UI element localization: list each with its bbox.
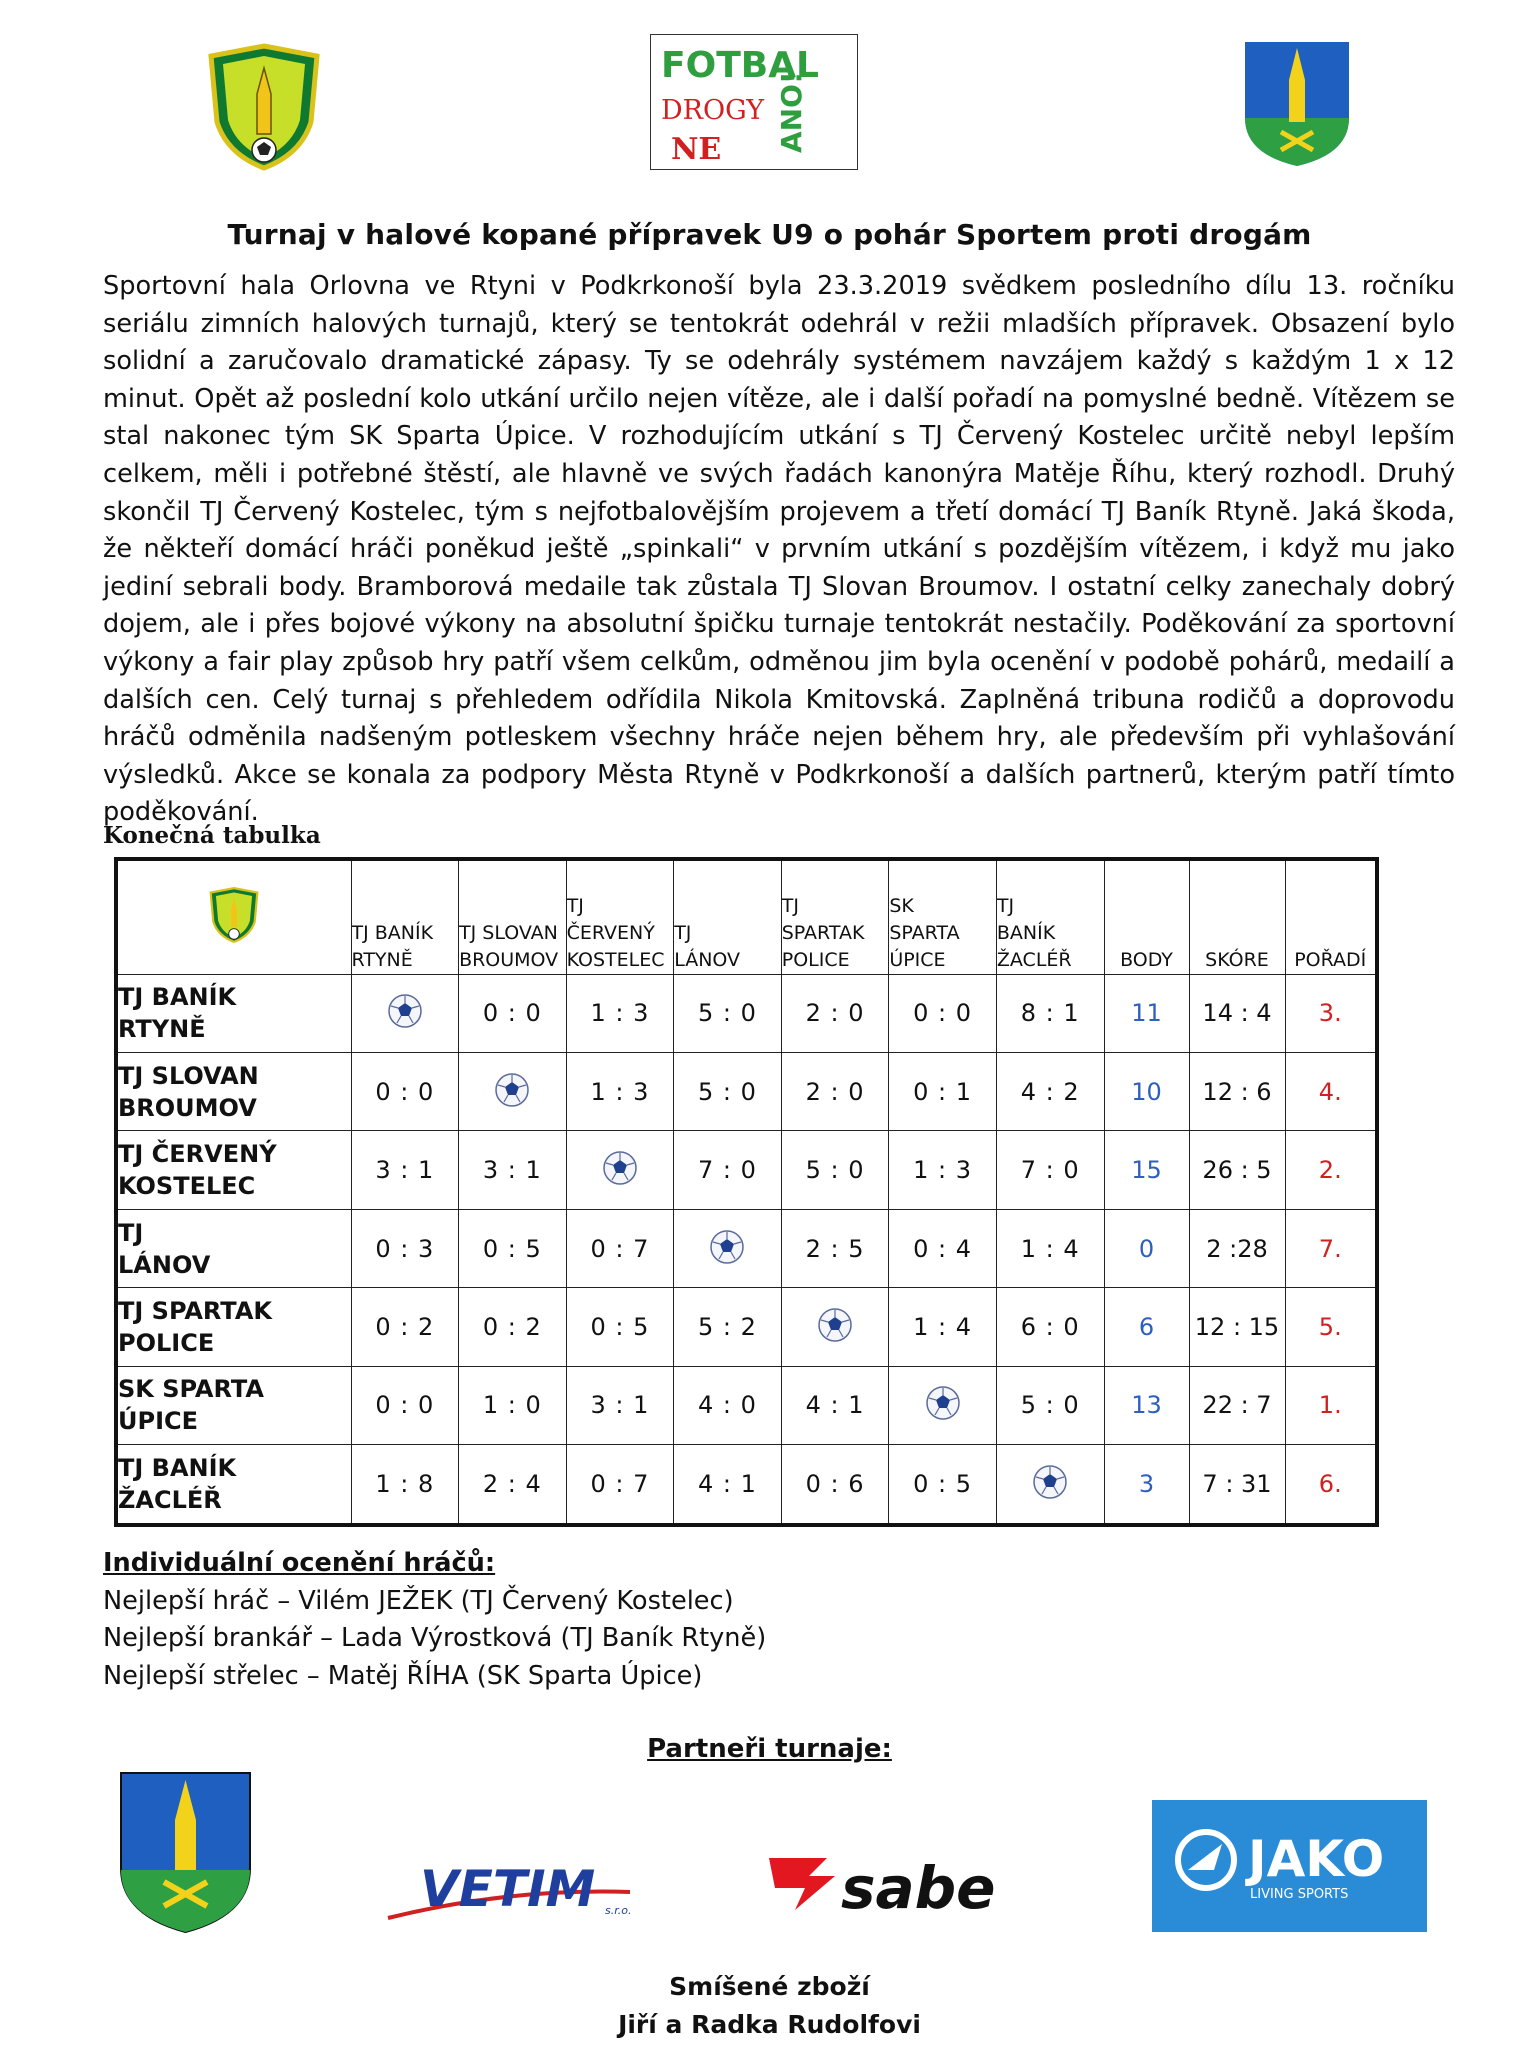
diagonal-ball-cell	[351, 974, 459, 1052]
match-result-cell: 0 : 7	[566, 1209, 674, 1287]
match-result-cell: 0 : 2	[351, 1288, 459, 1366]
match-result-cell: 0 : 2	[459, 1288, 567, 1366]
rank-cell: 4.	[1285, 1052, 1377, 1130]
vetim-suffix: s.r.o.	[605, 1904, 632, 1917]
partners-heading: Partneři turnaje:	[647, 1734, 892, 1764]
score-cell: 12 : 15	[1189, 1288, 1285, 1366]
match-result-cell: 2 : 0	[781, 1052, 889, 1130]
football-icon	[817, 1307, 853, 1343]
match-result-cell: 4 : 1	[674, 1445, 782, 1525]
score-cell: 12 : 6	[1189, 1052, 1285, 1130]
football-icon	[709, 1229, 745, 1265]
column-header-label: TJ SLOVAN BROUMOV	[459, 921, 559, 971]
standings-table	[114, 857, 1379, 1527]
table-row	[116, 1131, 1377, 1209]
column-header-team	[351, 859, 459, 974]
match-result-cell: 0 : 5	[566, 1288, 674, 1366]
match-result-cell: 1 : 8	[351, 1445, 459, 1525]
column-header-team	[674, 859, 782, 974]
column-header-label: SK SPARTA ÚPICE	[889, 894, 960, 971]
vetim-logo	[380, 1848, 655, 1933]
column-header-label: TJ BANÍK ŽACLÉŘ	[996, 894, 1072, 971]
match-result-cell: 3 : 1	[351, 1131, 459, 1209]
points-cell: 10	[1104, 1052, 1189, 1130]
match-result-cell: 8 : 1	[996, 974, 1104, 1052]
standings-body	[116, 974, 1377, 1525]
score-cell: 26 : 5	[1189, 1131, 1285, 1209]
diagonal-ball-cell	[674, 1209, 782, 1287]
award-item: Nejlepší brankář – Lada Výrostková (TJ Baník Rtyně)	[103, 1623, 767, 1653]
match-result-cell: 0 : 0	[889, 974, 997, 1052]
row-team-name: TJ SLOVAN BROUMOV	[116, 1052, 351, 1130]
diagonal-ball-cell	[566, 1131, 674, 1209]
row-team-name: TJ LÁNOV	[116, 1209, 351, 1287]
rank-cell: 7.	[1285, 1209, 1377, 1287]
football-icon	[602, 1150, 638, 1186]
individual-awards	[103, 1545, 766, 1695]
football-icon	[494, 1072, 530, 1108]
match-result-cell: 3 : 1	[566, 1366, 674, 1444]
match-result-cell: 7 : 0	[996, 1131, 1104, 1209]
club-badge-logo	[205, 42, 323, 172]
match-result-cell: 1 : 3	[566, 1052, 674, 1130]
column-header-team	[459, 859, 567, 974]
table-corner-logo	[116, 859, 351, 974]
match-result-cell: 1 : 4	[889, 1288, 997, 1366]
rank-cell: 3.	[1285, 974, 1377, 1052]
score-cell: 22 : 7	[1189, 1366, 1285, 1444]
match-result-cell: 3 : 1	[459, 1131, 567, 1209]
row-team-name: TJ SPARTAK POLICE	[116, 1288, 351, 1366]
article-body: Sportovní hala Orlovna ve Rtyni v Podkrkonoší byla 23.3.2019 svědkem posledního dílu 13. ročníku seriálu zimních halových turnajů, který se tentokrát odehrál v režii mladších přípravek. Obsazení bylo solidní a zaručovalo dramatické zápasy. Ty se odehrály systémem navzájem každý s každým 1 x 12 minut. Opět až poslední kolo utkání určilo nejen vítěze, ale i další pořadí na pomyslné bedně. Vítězem se stal nakonec tým SK Sparta Úpice. V rozhodujícím utkání s TJ Červený Kostelec určitě nebyl lepším celkem, měli i potřebné štěstí, ale hlavně ve svých řadách kanonýra Matěje Říhu, který rozhodl. Druhý skončil TJ Červený Kostelec, tým s nejfotbalovějším projevem a třetí domácí TJ Baník Rtyně. Jaká škoda, že někteří domácí hráči poněkud ještě „spinkali“ v prvním utkání s pozdějším vítězem, i když mu jako jediní sebrali body. Bramborová medaile tak zůstala TJ Slovan Broumov. I ostatní celky zanechaly dobrý dojem, ale i přes bojové výkony na absolutní špičku turnaje tentokrát nestačily. Poděkování za sportovní výkony a fair play způsob hry patří všem celkům, odměnou jim byla ocenění v podobě pohárů, medailí a dalších cen. Celý turnaj s přehledem odřídila Nikola Kmitovská. Zaplněná tribuna rodičů a doprovodu hráčů odměnila nadšeným potleskem všechny hráče nejen během hry, ale především při vyhlašování výsledků. Akce se konala za podpory Města Rtyně v Podkrkonoší a dalších partnerů, kterým patří tímto poděkování.	[103, 271, 1455, 828]
score-cell: 7 : 31	[1189, 1445, 1285, 1525]
score-cell: 2 :28	[1189, 1209, 1285, 1287]
table-row	[116, 1052, 1377, 1130]
town-crest-logo	[1243, 40, 1351, 168]
football-icon	[387, 993, 423, 1029]
points-cell: 0	[1104, 1209, 1189, 1287]
match-result-cell: 0 : 5	[889, 1445, 997, 1525]
match-result-cell: 5 : 0	[781, 1131, 889, 1209]
column-header-rank: POŘADÍ	[1285, 859, 1377, 974]
diagonal-ball-cell	[889, 1366, 997, 1444]
match-result-cell: 0 : 3	[351, 1209, 459, 1287]
fotbal-drogy-logo	[650, 34, 858, 170]
points-cell: 15	[1104, 1131, 1189, 1209]
match-result-cell: 0 : 0	[351, 1366, 459, 1444]
rank-cell: 2.	[1285, 1131, 1377, 1209]
column-header-score: SKÓRE	[1189, 859, 1285, 974]
match-result-cell: 0 : 6	[781, 1445, 889, 1525]
sabe-word: sabe	[841, 1854, 996, 1922]
column-header-label: TJ BANÍK RTYNĚ	[351, 921, 434, 971]
ne-word: NE	[671, 132, 722, 167]
town-crest-partner-logo	[118, 1770, 253, 1935]
jako-word: JAKO	[1248, 1830, 1385, 1888]
match-result-cell: 4 : 0	[674, 1366, 782, 1444]
ano-word: ANO!	[775, 71, 808, 153]
column-header-team	[996, 859, 1104, 974]
football-icon	[1032, 1464, 1068, 1500]
match-result-cell: 2 : 5	[781, 1209, 889, 1287]
match-result-cell: 5 : 0	[674, 1052, 782, 1130]
table-row	[116, 974, 1377, 1052]
shop-partner	[0, 1968, 1539, 2044]
table-caption: Konečná tabulka	[103, 822, 321, 849]
points-cell: 13	[1104, 1366, 1189, 1444]
match-result-cell: 0 : 7	[566, 1445, 674, 1525]
row-team-name: TJ BANÍK ŽACLÉŘ	[116, 1445, 351, 1525]
column-header-label: TJ ČERVENÝ KOSTELEC	[566, 894, 665, 971]
match-result-cell: 0 : 4	[889, 1209, 997, 1287]
match-result-cell: 0 : 0	[351, 1052, 459, 1130]
match-result-cell: 4 : 2	[996, 1052, 1104, 1130]
awards-heading: Individuální ocenění hráčů:	[103, 1548, 496, 1578]
rank-cell: 5.	[1285, 1288, 1377, 1366]
match-result-cell: 1 : 3	[566, 974, 674, 1052]
table-header-row	[116, 859, 1377, 974]
drogy-word: DROGY	[661, 95, 765, 126]
points-cell: 11	[1104, 974, 1189, 1052]
shop-owners: Jiří a Radka Rudolfovi	[618, 2010, 921, 2039]
column-header-label: TJ LÁNOV	[674, 921, 741, 971]
award-item: Nejlepší střelec – Matěj ŘÍHA (SK Sparta Úpice)	[103, 1660, 703, 1691]
match-result-cell: 0 : 0	[459, 974, 567, 1052]
match-result-cell: 7 : 0	[674, 1131, 782, 1209]
match-result-cell: 6 : 0	[996, 1288, 1104, 1366]
rank-cell: 6.	[1285, 1445, 1377, 1525]
match-result-cell: 5 : 2	[674, 1288, 782, 1366]
match-result-cell: 0 : 1	[889, 1052, 997, 1130]
table-row	[116, 1445, 1377, 1525]
diagonal-ball-cell	[781, 1288, 889, 1366]
points-cell: 3	[1104, 1445, 1189, 1525]
column-header-label: TJ SPARTAK POLICE	[781, 894, 865, 971]
match-result-cell: 2 : 0	[781, 974, 889, 1052]
jako-tagline: LIVING SPORTS	[1250, 1887, 1349, 1902]
article-title: Turnaj v halové kopané přípravek U9 o pohár Sportem proti drogám	[227, 218, 1312, 251]
jako-logo	[1152, 1800, 1427, 1932]
match-result-cell: 4 : 1	[781, 1366, 889, 1444]
rank-cell: 1.	[1285, 1366, 1377, 1444]
match-result-cell: 1 : 4	[996, 1209, 1104, 1287]
football-icon	[925, 1385, 961, 1421]
shop-name: Smíšené zboží	[669, 1972, 870, 2001]
row-team-name: SK SPARTA ÚPICE	[116, 1366, 351, 1444]
diagonal-ball-cell	[996, 1445, 1104, 1525]
match-result-cell: 0 : 5	[459, 1209, 567, 1287]
match-result-cell: 1 : 3	[889, 1131, 997, 1209]
column-header-points: BODY	[1104, 859, 1189, 974]
award-item: Nejlepší hráč – Vilém JEŽEK (TJ Červený Kostelec)	[103, 1585, 734, 1616]
table-row	[116, 1209, 1377, 1287]
table-row	[116, 1366, 1377, 1444]
table-row	[116, 1288, 1377, 1366]
vetim-word: VETIM	[420, 1860, 596, 1918]
score-cell: 14 : 4	[1189, 974, 1285, 1052]
row-team-name: TJ ČERVENÝ KOSTELEC	[116, 1131, 351, 1209]
diagonal-ball-cell	[459, 1052, 567, 1130]
match-result-cell: 1 : 0	[459, 1366, 567, 1444]
column-header-team	[781, 859, 889, 974]
match-result-cell: 5 : 0	[996, 1366, 1104, 1444]
column-header-team	[889, 859, 997, 974]
match-result-cell: 2 : 4	[459, 1445, 567, 1525]
match-result-cell: 5 : 0	[674, 974, 782, 1052]
fotbal-word: FOTBAL	[661, 45, 819, 86]
points-cell: 6	[1104, 1288, 1189, 1366]
club-badge-icon	[208, 885, 260, 945]
column-header-team	[566, 859, 674, 974]
sabe-logo	[765, 1840, 1010, 1925]
row-team-name: TJ BANÍK RTYNĚ	[116, 974, 351, 1052]
